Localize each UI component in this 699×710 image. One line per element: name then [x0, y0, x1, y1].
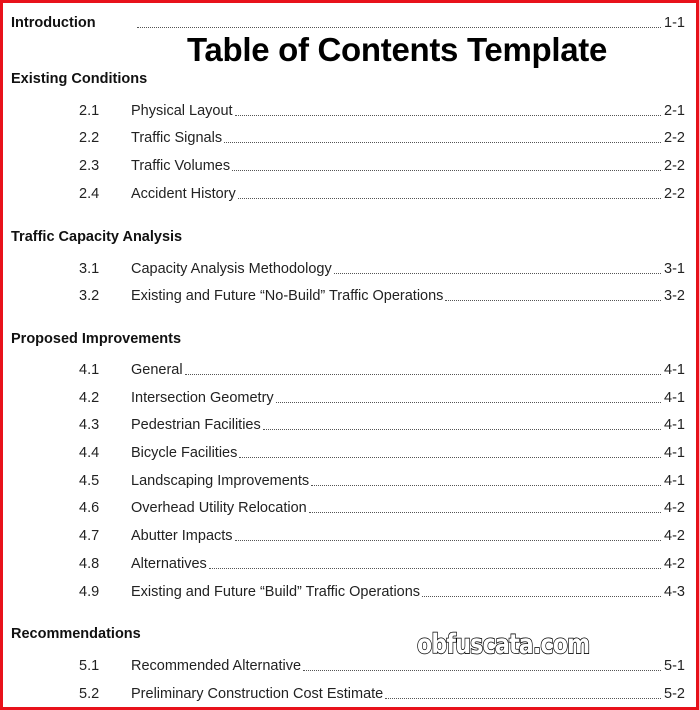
entry-number: 4.4 — [79, 445, 100, 461]
dot-leader — [224, 142, 661, 143]
entry-number: 4.3 — [79, 417, 100, 433]
entry-title: Accident History — [131, 186, 236, 202]
entry-page: 4-2 — [664, 556, 685, 572]
entry-page: 4-1 — [664, 362, 685, 378]
dot-leader — [276, 402, 661, 403]
toc-intro-title: Introduction — [11, 15, 96, 31]
entry-number: 5.2 — [79, 686, 100, 702]
entry-title: Preliminary Construction Cost Estimate — [131, 686, 384, 702]
toc-entry-5-2 — [3, 684, 696, 704]
dot-leader — [334, 273, 661, 274]
entry-number: 4.8 — [79, 556, 100, 572]
entry-number: 4.7 — [79, 528, 100, 544]
toc-intro-row — [3, 13, 696, 33]
dot-leader — [235, 115, 661, 116]
watermark: obfuscata.com — [417, 629, 590, 660]
entry-page: 4-3 — [664, 584, 685, 600]
entry-number: 4.1 — [79, 362, 100, 378]
entry-number: 2.4 — [79, 186, 100, 202]
entry-title: Traffic Volumes — [131, 158, 231, 174]
toc-entry-4-6 — [3, 498, 696, 518]
toc-entry-5-1 — [3, 656, 696, 676]
entry-page: 4-2 — [664, 500, 685, 516]
entry-number: 4.6 — [79, 500, 100, 516]
toc-entry-4-8 — [3, 554, 696, 574]
toc-entry-2-2 — [3, 128, 696, 148]
entry-title: Abutter Impacts — [131, 528, 233, 544]
toc-entry-4-9 — [3, 582, 696, 602]
dot-leader — [303, 670, 661, 671]
entry-title: Recommended Alternative — [131, 658, 302, 674]
entry-number: 2.3 — [79, 158, 100, 174]
entry-title: Intersection Geometry — [131, 390, 274, 406]
dot-leader — [445, 300, 661, 301]
entry-number: 5.1 — [79, 658, 100, 674]
dot-leader — [385, 698, 661, 699]
entry-title: Alternatives — [131, 556, 207, 572]
dot-leader — [232, 170, 661, 171]
entry-page: 4-1 — [664, 473, 685, 489]
dot-leader — [137, 27, 661, 28]
entry-page: 4-1 — [664, 417, 685, 433]
toc-entry-3-1 — [3, 259, 696, 279]
toc-entry-2-4 — [3, 184, 696, 204]
entry-page: 4-1 — [664, 390, 685, 406]
entry-page: 2-2 — [664, 130, 685, 146]
overlay-title: Table of Contents Template — [187, 31, 608, 68]
entry-page: 5-2 — [664, 686, 685, 702]
entry-page: 2-2 — [664, 186, 685, 202]
toc-intro-page: 1-1 — [664, 15, 685, 31]
entry-title: Physical Layout — [131, 103, 233, 119]
dot-leader — [311, 485, 661, 486]
entry-title: Overhead Utility Relocation — [131, 500, 307, 516]
entry-title: Existing and Future “No-Build” Traffic Operations — [131, 288, 444, 304]
section-heading-recommendations: Recommendations — [11, 626, 141, 642]
entry-title: Traffic Signals — [131, 130, 223, 146]
entry-number: 4.9 — [79, 584, 100, 600]
dot-leader — [235, 540, 661, 541]
entry-title: Capacity Analysis Methodology — [131, 261, 332, 277]
entry-number: 2.2 — [79, 130, 100, 146]
entry-page: 3-1 — [664, 261, 685, 277]
toc-entry-4-2 — [3, 388, 696, 408]
entry-title: Pedestrian Facilities — [131, 417, 261, 433]
entry-title: General — [131, 362, 183, 378]
section-heading-proposed-improvements: Proposed Improvements — [11, 331, 182, 347]
toc-entry-4-4 — [3, 443, 696, 463]
toc-entry-4-3 — [3, 415, 696, 435]
toc-entry-4-5 — [3, 471, 696, 491]
entry-page: 2-2 — [664, 158, 685, 174]
entry-page: 4-1 — [664, 445, 685, 461]
entry-number: 4.5 — [79, 473, 100, 489]
dot-leader — [185, 374, 661, 375]
entry-title: Landscaping Improvements — [131, 473, 310, 489]
dot-leader — [209, 568, 661, 569]
section-heading-traffic-capacity-analysis: Traffic Capacity Analysis — [11, 229, 183, 245]
entry-page: 5-1 — [664, 658, 685, 674]
entry-number: 3.1 — [79, 261, 100, 277]
toc-entry-2-1 — [3, 101, 696, 121]
entry-page: 2-1 — [664, 103, 685, 119]
entry-title: Existing and Future “Build” Traffic Operations — [131, 584, 421, 600]
entry-number: 2.1 — [79, 103, 100, 119]
entry-number: 3.2 — [79, 288, 100, 304]
entry-title: Bicycle Facilities — [131, 445, 238, 461]
dot-leader — [309, 512, 661, 513]
entry-page: 4-2 — [664, 528, 685, 544]
entry-number: 4.2 — [79, 390, 100, 406]
toc-entry-4-7 — [3, 526, 696, 546]
toc-entry-4-1 — [3, 360, 696, 380]
section-heading-existing-conditions: Existing Conditions — [11, 71, 148, 87]
dot-leader — [238, 198, 661, 199]
dot-leader — [263, 429, 661, 430]
toc-entry-3-2 — [3, 286, 696, 306]
toc-entry-2-3 — [3, 156, 696, 176]
dot-leader — [239, 457, 661, 458]
entry-page: 3-2 — [664, 288, 685, 304]
dot-leader — [422, 596, 661, 597]
